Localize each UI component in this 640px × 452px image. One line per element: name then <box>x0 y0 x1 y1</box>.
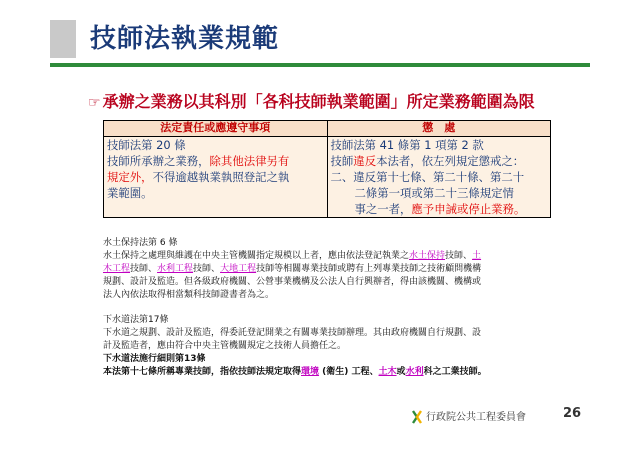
text: 法人內依法取得相當類科技師證書者為之。 <box>103 290 275 300</box>
text: 技師、 <box>445 251 473 261</box>
text: 或 <box>396 367 406 377</box>
law-sewer-17 <box>103 314 558 353</box>
law-title: 下水道法第17條 <box>103 315 169 325</box>
text: 技師等相關專業技師或聘有上列專業技師之技術顧問機構 <box>256 264 482 274</box>
link-text: 木工程 <box>103 264 131 274</box>
text: 不得逾越執業執照登記之執 <box>152 170 290 184</box>
text: 事之一者， <box>354 202 412 216</box>
header-obligations: 法定責任或應遵守事項 <box>104 121 328 137</box>
header-penalty: 懲 處 <box>327 121 551 137</box>
law-sewer-rule-13 <box>103 353 558 379</box>
link-text: 環境 <box>301 367 320 377</box>
link-text: 水土保持 <box>409 251 446 261</box>
text-highlight: 違反 <box>353 154 377 168</box>
text: 本法者，依左列規定懲戒之： <box>376 154 525 168</box>
link-text: 大地工程 <box>220 264 257 274</box>
text-highlight: 規定外， <box>107 170 153 184</box>
link-text: 水利工程 <box>157 264 194 274</box>
table-row <box>104 137 551 218</box>
text: 二條第一項或第二十三條規定情 <box>354 186 514 200</box>
link-text: 水利 <box>405 367 424 377</box>
penalty-cell <box>327 137 551 218</box>
page-number: 26 <box>563 406 582 421</box>
text: 下水道之規劃、設計及監造，得委託登記開業之有關專業技師辦理。其由政府機關自行規劃、設 <box>103 328 482 338</box>
text: 業範圍。 <box>107 186 153 200</box>
text: 水土保持之處理與維護在中央主管機關指定規模以上者，應由依法登記執業之 <box>103 251 410 261</box>
law-body <box>103 250 558 302</box>
law-title: 水土保持法第 6 條 <box>103 238 178 248</box>
law-body <box>103 327 558 353</box>
text: 技師、 <box>130 264 158 274</box>
table-header-row <box>104 121 551 137</box>
obligations-cell <box>104 137 328 218</box>
subtitle-text: 承辦之業務以其科別「各科技師執業範圍」所定業務範圍為限 <box>102 92 535 111</box>
text-highlight: 應予申誡或停止業務。 <box>411 202 526 216</box>
law-body <box>103 366 558 379</box>
article-ref: 技師法第 41 條第 1 項第 2 款 <box>330 138 484 152</box>
text: 技師、 <box>193 264 221 274</box>
text: 技師所承辦之業務， <box>107 154 210 168</box>
penalty-clause <box>331 169 548 217</box>
pcc-logo-icon <box>410 410 424 424</box>
link-text: 土木 <box>378 367 397 377</box>
title-underline <box>50 63 590 67</box>
title-block-decoration <box>50 20 76 58</box>
text: 規劃、設計及監造。但各級政府機關、公營事業機構及公法人自行興辦者，得由該機關、機構或 <box>103 277 482 287</box>
text: 計及監造者，應由符合中央主管機關規定之技術人員擔任之。 <box>103 341 347 351</box>
text: 技師 <box>330 154 354 168</box>
text: 科之工業技師。 <box>423 367 487 377</box>
footer-org-name: 行政院公共工程委員會 <box>426 412 526 423</box>
article-ref: 技師法第 20 條 <box>107 138 186 152</box>
rules-table <box>103 120 551 218</box>
slide-subtitle <box>88 92 535 113</box>
link-text: 土 <box>472 251 482 261</box>
slide-title: 技師法執業規範 <box>90 24 280 54</box>
text: 本法第十七條所稱專業技師，指依技師法規定取得 <box>103 367 302 377</box>
pointing-hand-icon: ☞ <box>88 95 101 111</box>
text-highlight: 除其他法律另有 <box>209 154 290 168</box>
law-soil-water <box>103 237 558 302</box>
text: 二、違反第十七條、第二十條、第二十 <box>330 170 525 184</box>
text: (衛生) 工程、 <box>319 367 379 377</box>
law-title: 下水道法施行細則第13條 <box>103 354 206 364</box>
